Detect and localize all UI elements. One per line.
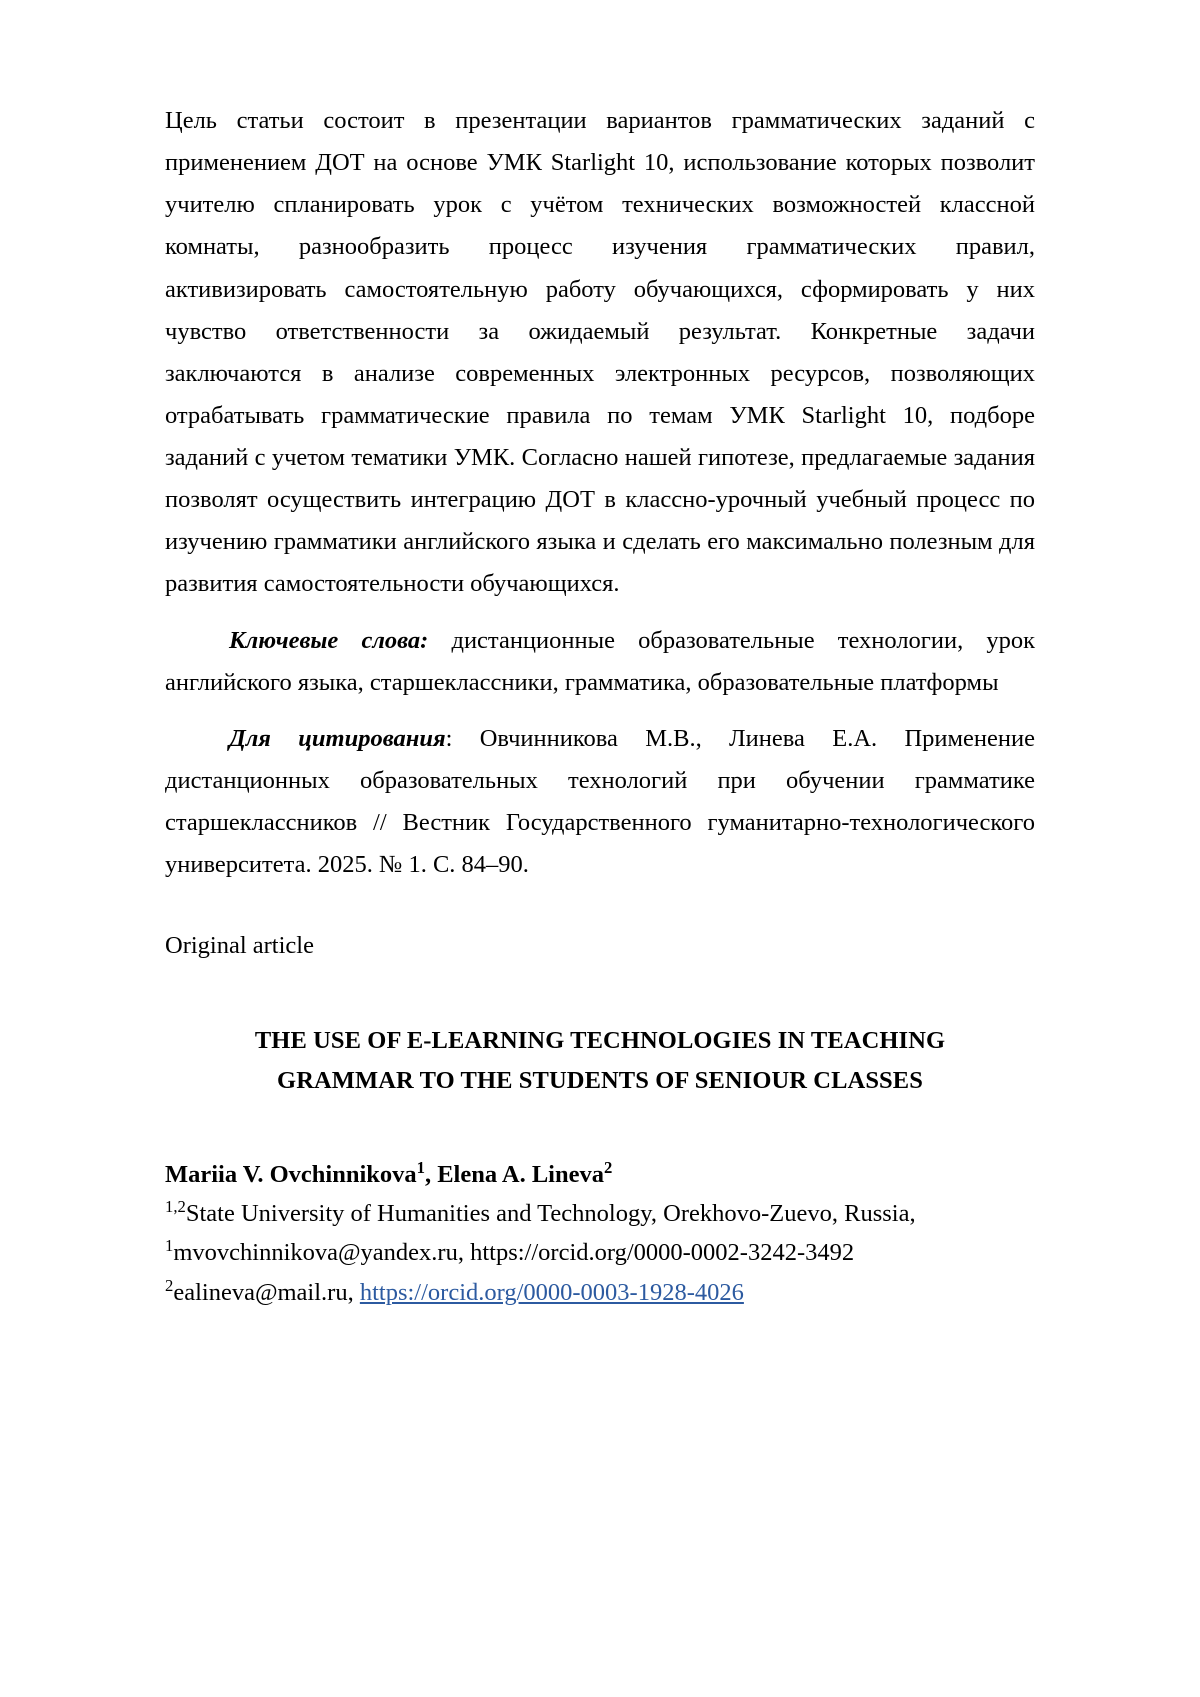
author-second-affil-marker: 2	[603, 1157, 613, 1177]
keywords-text: дистанционные образовательные технологии, урок английского языка, старшеклассники, грамматика, образовательные платформы	[165, 626, 1035, 696]
contact-marker-2: 2	[165, 1275, 174, 1295]
original-article-label: Original article	[165, 932, 314, 960]
contact-line-1	[165, 1233, 1035, 1273]
author-second: , Elena A. Lineva	[424, 1160, 604, 1188]
orcid-link[interactable]: https://orcid.org/0000-0003-1928-4026	[359, 1278, 744, 1306]
citation-text: : Овчинникова М.В., Линева Е.А. Применение дистанционных образовательных технологий при обучении грамматике старшеклассников // Вестник Государственного гуманитарно-технологического университета. 2025. № 1. С. 84–90.	[165, 724, 1035, 879]
spacer	[165, 606, 1035, 620]
abstract-paragraph: Цель статьи состоит в презентации вариантов грамматических заданий с применением ДОТ на основе УМК Starlight 10, использование которых позволит учителю спланировать урок с учётом технических возможностей классной комнаты, разнообразить процесс изучения грамматических правил, активизировать самостоятельную работу обучающихся, сформировать у них чувство ответственности за ожидаемый результат. Конкретные задачи заключаются в анализе современных электронных ресурсов, позволяющих отрабатывать грамматические правила по темам УМК Starlight 10, подборе заданий с учетом тематики УМК. Согласно нашей гипотезе, предлагаемые задания позволят осуществить интеграцию ДОТ в классно-урочный учебный процесс по изучению грамматики английского языка и сделать его максимально полезным для развития самостоятельности обучающихся.	[165, 107, 1035, 598]
spacer	[165, 704, 1035, 718]
author-first-affil-marker: 1	[416, 1157, 425, 1177]
page-title-line-1: THE USE OF E-LEARNING TECHNOLOGIES IN TEACHING	[254, 1027, 946, 1055]
citation-label: Для цитирования	[229, 724, 446, 752]
affiliation-line	[165, 1194, 1035, 1234]
authors-line	[165, 1157, 1035, 1194]
spacer	[165, 1101, 1035, 1157]
keywords-paragraph	[165, 620, 1035, 704]
page-title-line-2: GRAMMAR TO THE STUDENTS OF SENIOUR CLASSES	[277, 1067, 923, 1095]
author-first: Mariia V. Ovchinnikova	[165, 1160, 417, 1188]
affiliation-marker: 1,2	[165, 1196, 186, 1216]
contact-marker-1: 1	[165, 1236, 174, 1256]
contact-line-2	[165, 1273, 1035, 1313]
contact-email-2: ealineva@mail.ru,	[173, 1278, 360, 1306]
spacer	[165, 965, 1035, 1021]
spacer	[165, 886, 1035, 926]
affiliation-text: State University of Humanities and Technology, Orekhovo-Zuevo, Russia,	[185, 1199, 916, 1227]
citation-paragraph	[165, 718, 1035, 887]
keywords-label: Ключевые слова:	[229, 626, 429, 654]
contact-text-1: mvovchinnikova@yandex.ru, https://orcid.org/0000-0002-3242-3492	[173, 1239, 855, 1267]
